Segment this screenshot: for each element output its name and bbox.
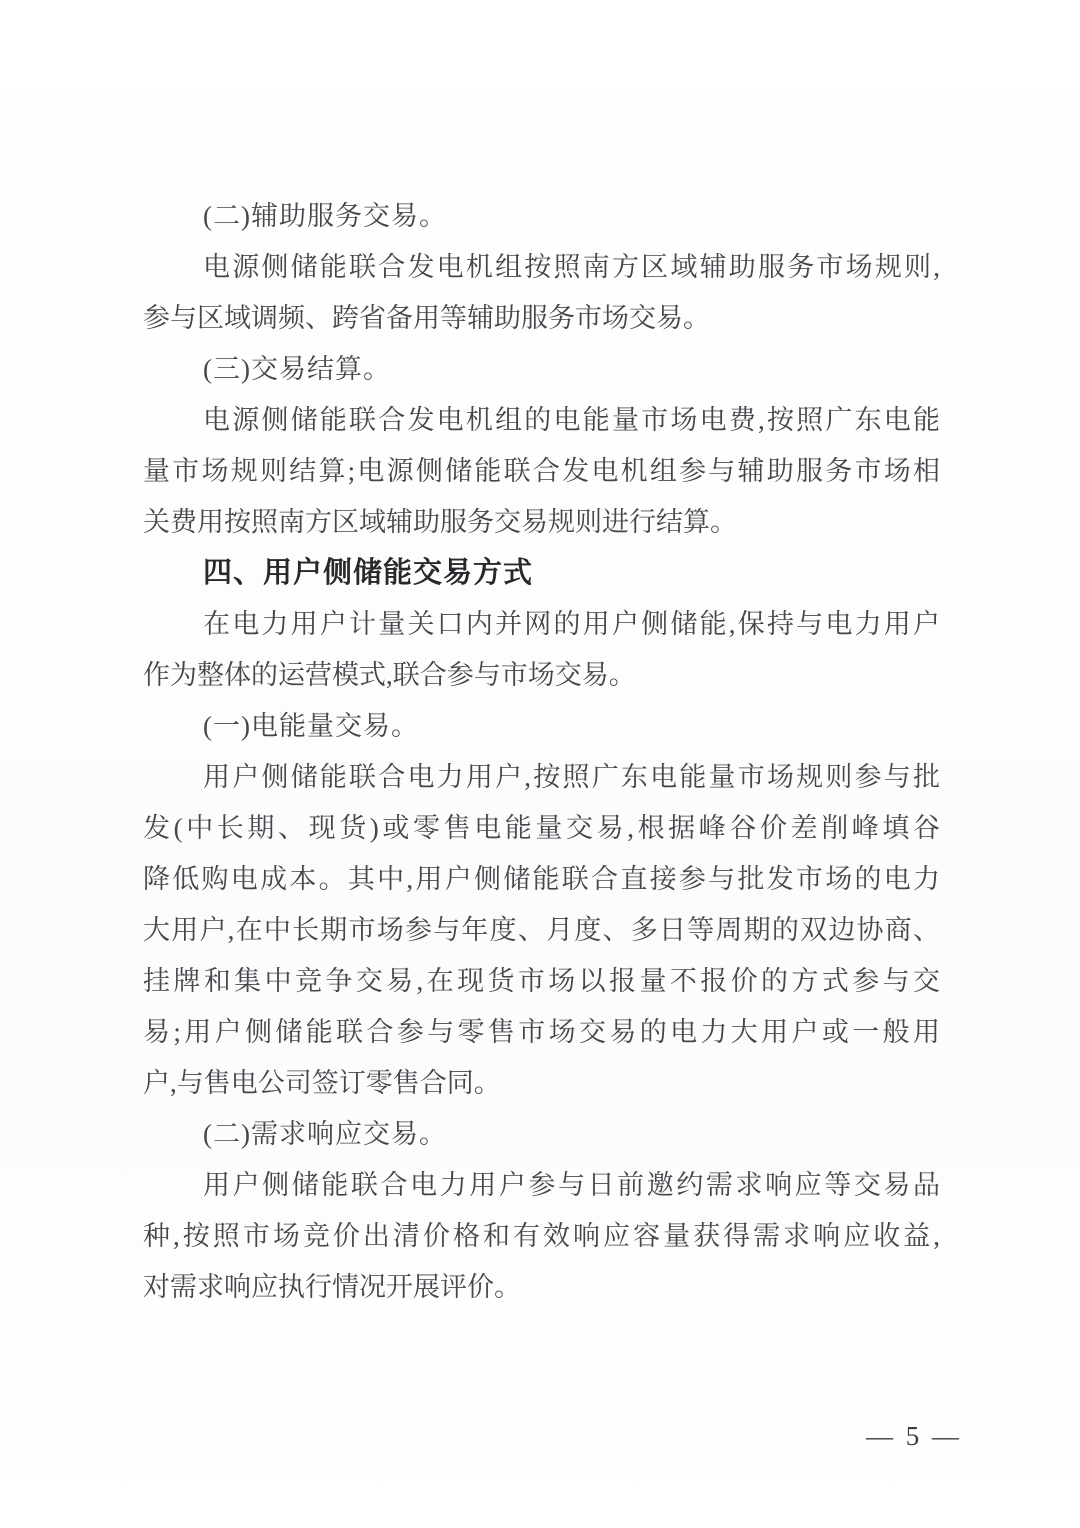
text-line: (二)需求响应交易。 [203, 1119, 447, 1149]
text-line: 电源侧储能联合发电机组按照南方区域辅助服务市场规则, [203, 252, 940, 282]
text-line: 易;用户侧储能联合参与零售市场交易的电力大用户或一般用 [143, 1017, 940, 1047]
section-subheading [143, 191, 940, 242]
text-line: 种,按照市场竞价出清价格和有效响应容量获得需求响应收益, [143, 1221, 940, 1251]
section-subheading [143, 1109, 940, 1160]
body-paragraph [143, 242, 940, 344]
text-line: 对需求响应执行情况开展评价。 [143, 1272, 521, 1302]
text-line: 作为整体的运营模式,联合参与市场交易。 [143, 660, 636, 690]
text-line: 关费用按照南方区域辅助服务交易规则进行结算。 [143, 507, 737, 537]
text-line: (一)电能量交易。 [203, 711, 419, 741]
text-line: 电源侧储能联合发电机组的电能量市场电费,按照广东电能 [203, 405, 940, 435]
section-subheading [143, 701, 940, 752]
text-line: 用户侧储能联合电力用户,按照广东电能量市场规则参与批 [203, 762, 940, 792]
body-paragraph [143, 1160, 940, 1313]
document-body [143, 191, 940, 1313]
text-line: 量市场规则结算;电源侧储能联合发电机组参与辅助服务市场相 [143, 456, 940, 486]
text-line: 户,与售电公司签订零售合同。 [143, 1068, 501, 1098]
text-line: 参与区域调频、跨省备用等辅助服务市场交易。 [143, 303, 710, 333]
text-line: 挂牌和集中竞争交易,在现货市场以报量不报价的方式参与交 [143, 966, 940, 996]
text-line: 发(中长期、现货)或零售电能量交易,根据峰谷价差削峰填谷 [143, 813, 940, 843]
text-line: (三)交易结算。 [203, 354, 391, 384]
body-paragraph [143, 395, 940, 548]
text-line: 四、用户侧储能交易方式 [203, 557, 534, 589]
section-subheading [143, 344, 940, 395]
text-line: 用户侧储能联合电力用户参与日前邀约需求响应等交易品 [203, 1170, 940, 1200]
page-number: — 5 — [866, 1421, 962, 1451]
body-paragraph [143, 752, 940, 1109]
section-heading [143, 548, 940, 599]
text-line: (二)辅助服务交易。 [203, 201, 447, 231]
text-line: 降低购电成本。其中,用户侧储能联合直接参与批发市场的电力 [143, 864, 940, 894]
text-line: 在电力用户计量关口内并网的用户侧储能,保持与电力用户 [203, 609, 940, 639]
text-line: 大用户,在中长期市场参与年度、月度、多日等周期的双边协商、 [143, 915, 940, 945]
body-paragraph [143, 599, 940, 701]
